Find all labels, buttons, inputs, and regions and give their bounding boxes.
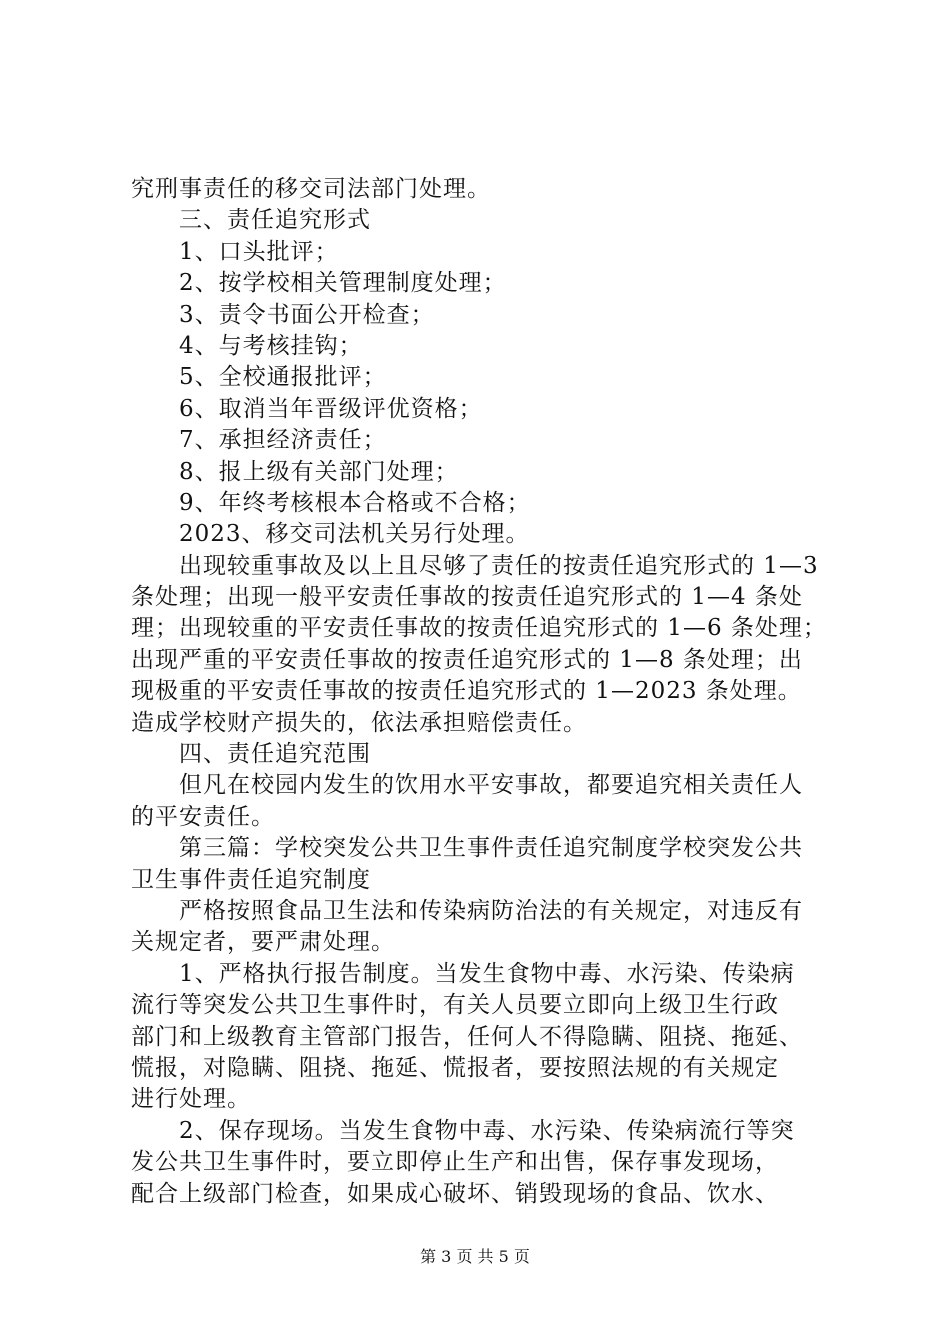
document-line: 配合上级部门检查，如果成心破坏、销毁现场的食品、饮水、 <box>131 1180 779 1207</box>
document-line: 关规定者，要严肃处理。 <box>131 929 395 956</box>
document-line: 3、责令书面公开检查； <box>179 301 435 328</box>
page-footer: 第 3 页 共 5 页 <box>420 1247 530 1266</box>
document-line: 5、全校通报批评； <box>179 364 387 391</box>
document-line: 第三篇：学校突发公共卫生事件责任追究制度学校突发公共 <box>179 835 803 862</box>
document-line: 出现严重的平安责任事故的按责任追究形式的 1—8 条处理；出 <box>131 646 803 673</box>
document-line: 流行等突发公共卫生事件时，有关人员要立即向上级卫生行政 <box>131 992 779 1019</box>
document-line: 但凡在校园内发生的饮用水平安事故，都要追究相关责任人 <box>179 772 803 799</box>
document-line: 究刑事责任的移交司法部门处理。 <box>131 176 491 202</box>
document-line: 进行处理。 <box>131 1086 251 1113</box>
document-line: 的平安责任。 <box>131 803 275 830</box>
document-body <box>131 174 831 1210</box>
document-line: 4、与考核挂钩； <box>179 332 363 359</box>
document-line: 出现较重事故及以上且尽够了责任的按责任追究形式的 1—3 <box>179 552 819 579</box>
document-line: 2、按学校相关管理制度处理； <box>179 270 507 297</box>
document-line: 卫生事件责任追究制度 <box>131 866 371 893</box>
document-line: 发公共卫生事件时，要立即停止生产和出售，保存事发现场， <box>131 1149 779 1176</box>
document-line: 四、责任追究范围 <box>179 741 371 768</box>
document-line: 9、年终考核根本合格或不合格； <box>179 489 531 516</box>
document-line: 1、口头批评； <box>179 238 339 265</box>
document-line: 三、责任追究形式 <box>179 207 371 234</box>
document-line: 慌报，对隐瞒、阻挠、拖延、慌报者，要按照法规的有关规定 <box>131 1054 779 1081</box>
document-line: 部门和上级教育主管部门报告，任何人不得隐瞒、阻挠、拖延、 <box>131 1023 803 1050</box>
document-line: 2、保存现场。当发生食物中毒、水污染、传染病流行等突 <box>179 1117 795 1144</box>
document-line: 条处理；出现一般平安责任事故的按责任追究形式的 1—4 条处 <box>131 584 803 611</box>
document-line: 2023、移交司法机关另行处理。 <box>179 521 530 548</box>
document-line: 6、取消当年晋级评优资格； <box>179 395 483 422</box>
document-line: 8、报上级有关部门处理； <box>179 458 459 485</box>
document-line: 理；出现较重的平安责任事故的按责任追究形式的 1—6 条处理； <box>131 615 827 642</box>
document-line: 严格按照食品卫生法和传染病防治法的有关规定，对违反有 <box>179 897 803 924</box>
document-line: 7、承担经济责任； <box>179 427 387 454</box>
document-line: 现极重的平安责任事故的按责任追究形式的 1—2023 条处理。 <box>131 678 802 705</box>
document-line: 1、严格执行报告制度。当发生食物中毒、水污染、传染病 <box>179 960 795 987</box>
document-line: 造成学校财产损失的，依法承担赔偿责任。 <box>131 709 587 736</box>
